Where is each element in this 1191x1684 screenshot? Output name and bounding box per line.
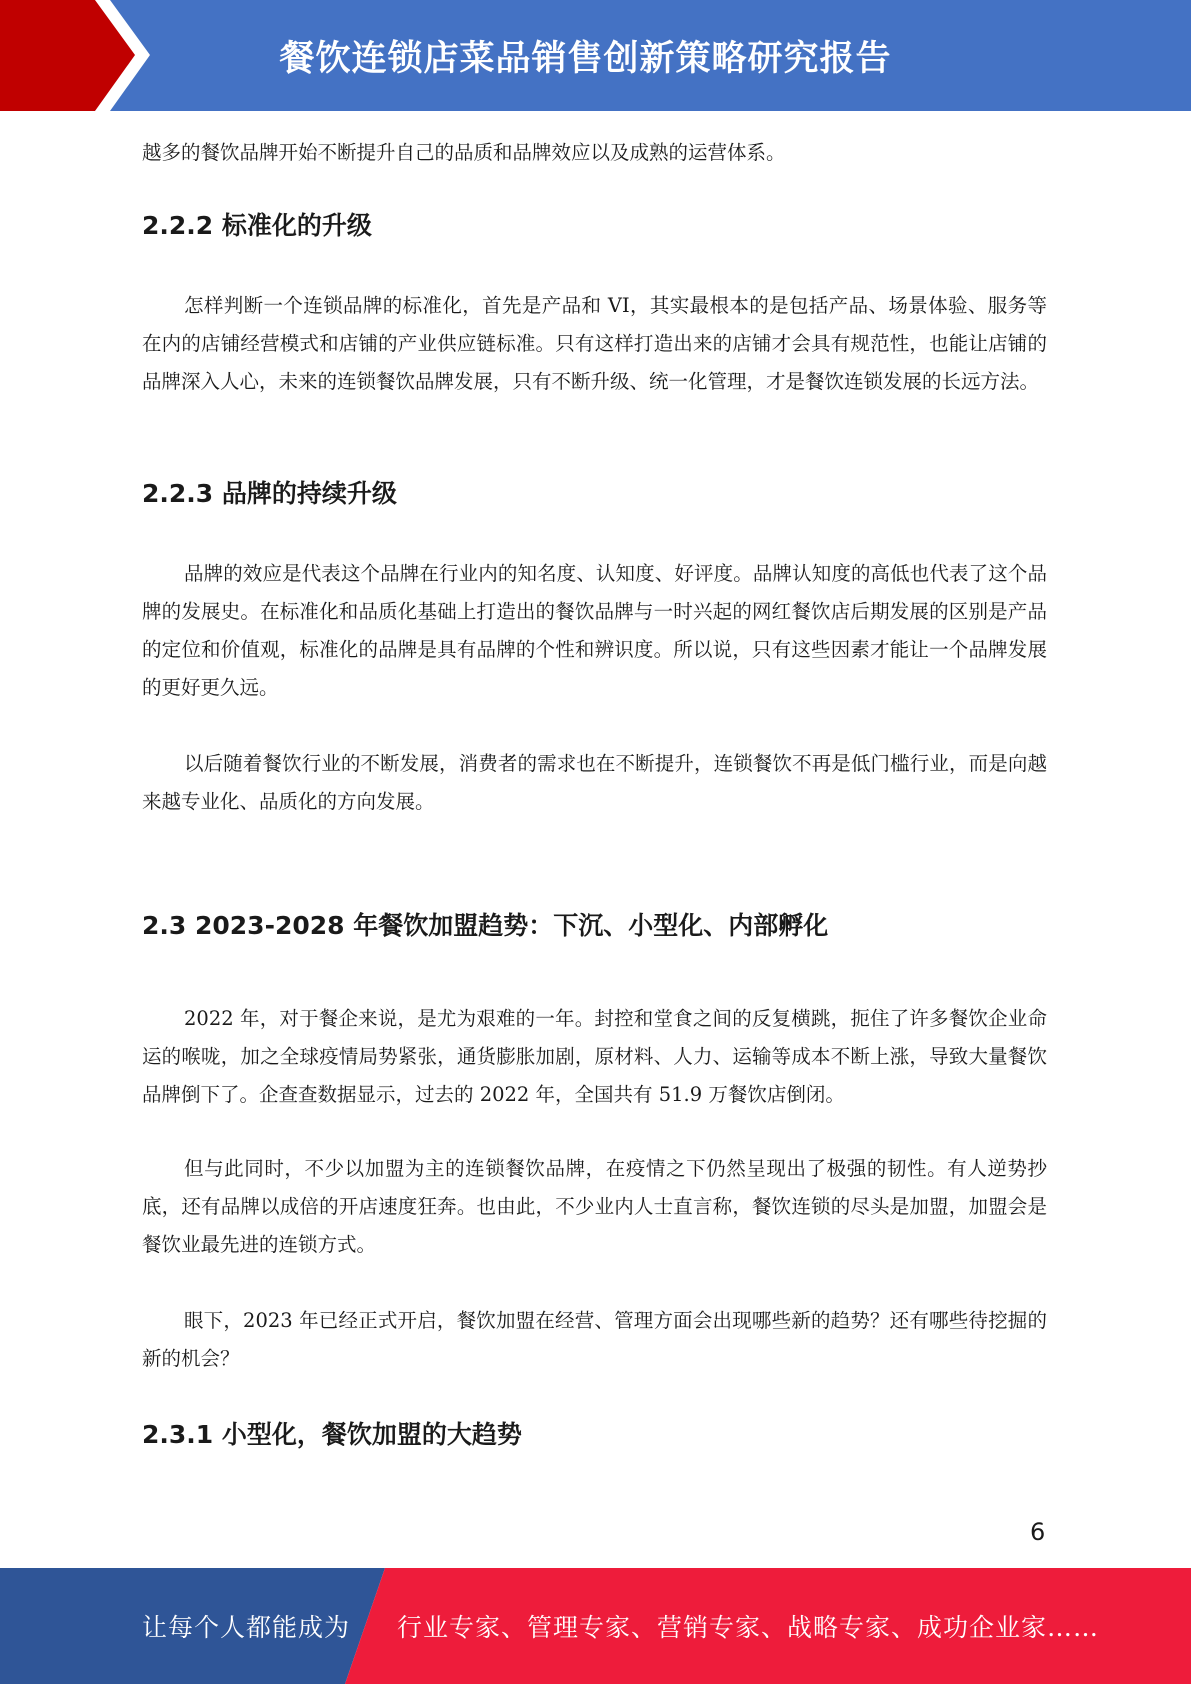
section-heading-2-2-2: 2.2.2 标准化的升级 [142,211,372,240]
section-heading-2-2-3: 2.2.3 品牌的持续升级 [142,479,397,508]
paragraph-2-2-3-b: 以后随着餐饮行业的不断发展，消费者的需求也在不断提升，连锁餐饮不再是低门槛行业，而是向越来越专业化、品质化的方向发展。 [142,752,1047,813]
footer-slogan-right: 行业专家、管理专家、营销专家、战略专家、成功企业家…… [397,1613,1100,1642]
page-header [0,0,1191,111]
paragraph-2-3-a: 2022 年，对于餐企来说，是尤为艰难的一年。封控和堂食之间的反复横跳，扼住了许多餐饮企业命运的喉咙，加之全球疫情局势紧张，通货膨胀加剧，原材料、人力、运输等成本不断上涨，导致大量餐饮品牌倒下了。企查查数据显示，过去的 2022 年，全国共有 51.9 万餐饮店倒闭。 [142,1007,1047,1106]
paragraph-2-2-2: 怎样判断一个连锁品牌的标准化，首先是产品和 VI，其实最根本的是包括产品、场景体验、服务等在内的店铺经营模式和店铺的产业供应链标准。只有这样打造出来的店铺才会具有规范性，也能让店铺的品牌深入人心，未来的连锁餐饮品牌发展，只有不断升级、统一化管理，才是餐饮连锁发展的长远方法。 [142,294,1047,393]
section-heading-2-3-1: 2.3.1 小型化，餐饮加盟的大趋势 [142,1420,522,1449]
section-heading-2-3: 2.3 2023-2028 年餐饮加盟趋势：下沉、小型化、内部孵化 [142,911,829,940]
report-title: 餐饮连锁店菜品销售创新策略研究报告 [279,38,892,79]
footer-slogan-left: 让每个人都能成为 [142,1613,351,1642]
paragraph-2-3-c: 眼下，2023 年已经正式开启，餐饮加盟在经营、管理方面会出现哪些新的趋势？还有哪些待挖掘的新的机会？ [142,1309,1047,1370]
paragraph-2-3-b: 但与此同时，不少以加盟为主的连锁餐饮品牌，在疫情之下仍然呈现出了极强的韧性。有人逆势抄底，还有品牌以成倍的开店速度狂奔。也由此，不少业内人士直言称，餐饮连锁的尽头是加盟，加盟会是餐饮业最先进的连锁方式。 [142,1157,1047,1256]
page-footer [0,1568,1191,1684]
intro-paragraph: 越多的餐饮品牌开始不断提升自己的品质和品牌效应以及成熟的运营体系。 [142,141,786,164]
paragraph-2-2-3-a: 品牌的效应是代表这个品牌在行业内的知名度、认知度、好评度。品牌认知度的高低也代表了这个品牌的发展史。在标准化和品质化基础上打造出的餐饮品牌与一时兴起的网红餐饮店后期发展的区别是产品的定位和价值观，标准化的品牌是具有品牌的个性和辨识度。所以说，只有这些因素才能让一个品牌发展的更好更久远。 [142,562,1047,699]
page-number: 6 [1030,1518,1046,1546]
